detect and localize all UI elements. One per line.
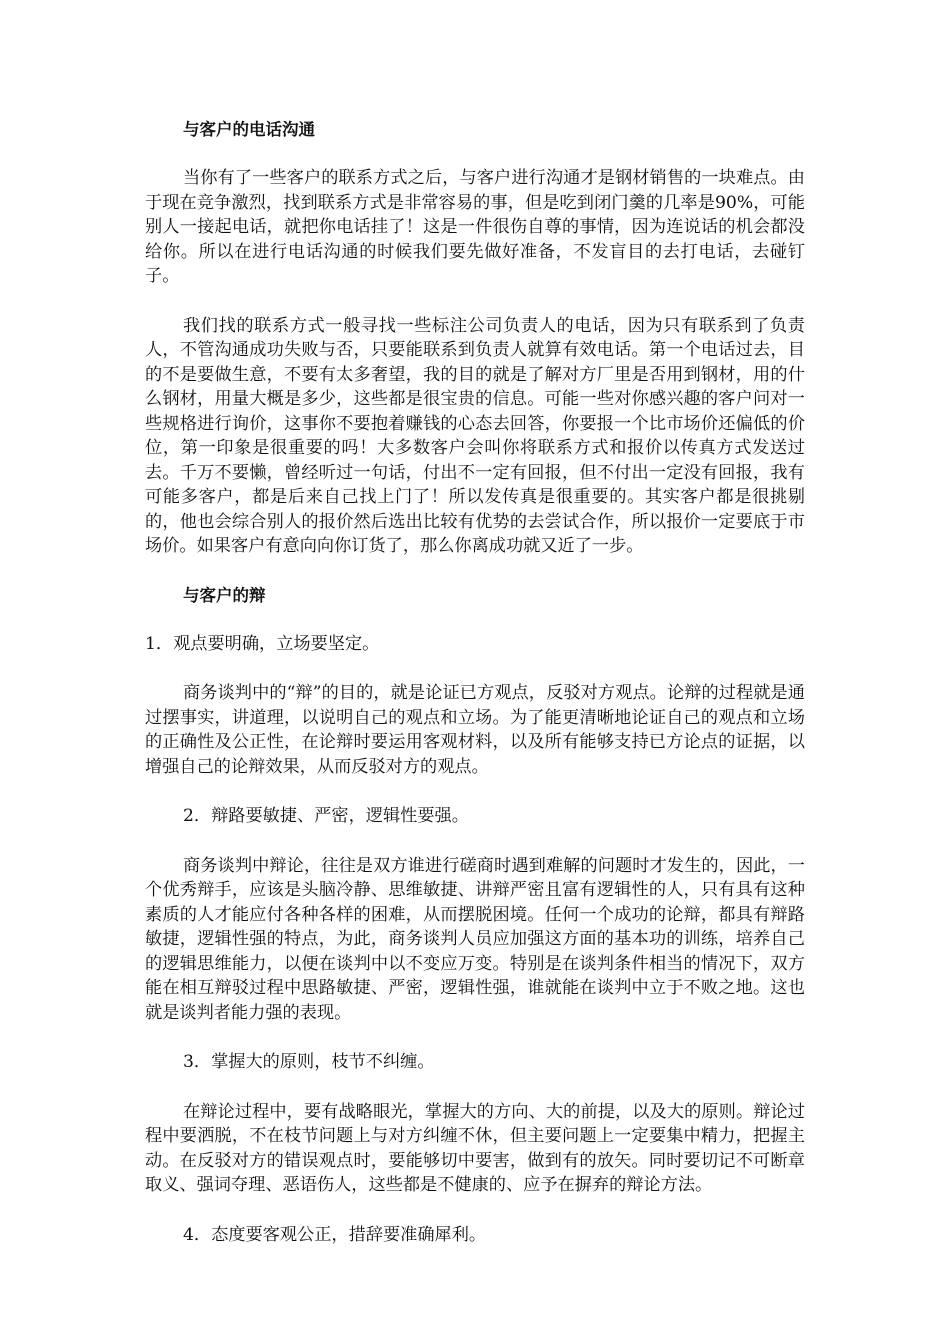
list-item-heading-2: 2．辩路要敏捷、严密，逻辑性要强。 xyxy=(183,806,469,826)
list-item-heading-3: 3．掌握大的原则，枝节不纠缠。 xyxy=(183,1052,435,1072)
list-item-heading-4: 4．态度要客观公正，措辞要准确犀利。 xyxy=(183,1224,487,1245)
paragraph: 我们找的联系方式一般寻找一些标注公司负责人的电话，因为只有联系到了负责人，不管沟通成功失败与否，只要能联系到负责人就算有效电话。第一个电话过去，目的不是要做生意，不要有太多奢望，我的目的就是了解对方厂里是否用到钢材，用的什么钢材，用量大概是多少，这些都是很宝贵的信息。可能一些对你感兴趣的客户问对一些规格进行询价，这事你不要抱着赚钱的心态去回答，你要报一个比市场价还偏低的价位，第一印象是很重要的吗！大多数客户会叫你将联系方式和报价以传真方式发送过去。千万不要懒，曾经听过一句话，付出不一定有回报，但不付出一定没有回报，我有可能多客户，都是后来自己找上门了！所以发传真是很重要的。其实客户都是很挑剔的，他也会综合别人的报价然后选出比较有优势的去尝试合作，所以报价一定要底于市场价。如果客户有意向向你订货了，那么你离成功就又近了一步。 xyxy=(145,315,805,556)
paragraph: 在辩论过程中，要有战略眼光，掌握大的方向、大的前提，以及大的原则。辩论过程中要洒脱，不在枝节问题上与对方纠缠不休，但主要问题上一定要集中精力，把握主动。在反驳对方的错误观点时，要能够切中要害，做到有的放矢。同时要切记不可断章取义、强词夺理、恶语伤人，这些都是不健康的、应予在摒弃的辩论方法。 xyxy=(145,1101,805,1195)
paragraph: 当你有了一些客户的联系方式之后，与客户进行沟通才是钢材销售的一块难点。由于现在竞争激烈，找到联系方式是非常容易的事，但是吃到闭门羹的几率是90%，可能别人一接起电话，就把你电话挂了！这是一件很伤自尊的事情，因为连说话的机会都没给你。所以在进行电话沟通的时候我们要先做好准备，不发盲目的去打电话，去碰钉子。 xyxy=(145,168,805,286)
document-body xyxy=(145,118,805,1272)
section-heading-phone-communication: 与客户的电话沟通 xyxy=(183,120,315,139)
list-item-heading-1: 1．观点要明确，立场要坚定。 xyxy=(145,633,380,654)
paragraph: 商务谈判中的“辩”的目的，就是论证已方观点，反驳对方观点。论辩的过程就是通过摆事实，讲道理，以说明自己的观点和立场。为了能更清晰地论证自己的观点和立场的正确性及公正性，在论辩时要运用客观材料，以及所有能够支持已方论点的证据，以增强自己的论辩效果，从而反驳对方的观点。 xyxy=(145,683,805,777)
section-heading-debate: 与客户的辩 xyxy=(183,585,266,605)
paragraph: 商务谈判中辩论，往往是双方谁进行磋商时遇到难解的问题时才发生的，因此，一个优秀辩手，应该是头脑冷静、思维敏捷、讲辩严密且富有逻辑性的人，只有具有这种素质的人才能应付各种各样的困难，从而摆脱困境。任何一个成功的论辩，都具有辩路敏捷，逻辑性强的特点，为此，商务谈判人员应加强这方面的基本功的训练，培养自己的逻辑思维能力，以便在谈判中以不变应万变。特别是在谈判条件相当的情况下，双方能在相互辩驳过程中思路敏捷、严密，逻辑性强，谁就能在谈判中立于不败之地。这也就是谈判者能力强的表现。 xyxy=(145,855,805,1023)
